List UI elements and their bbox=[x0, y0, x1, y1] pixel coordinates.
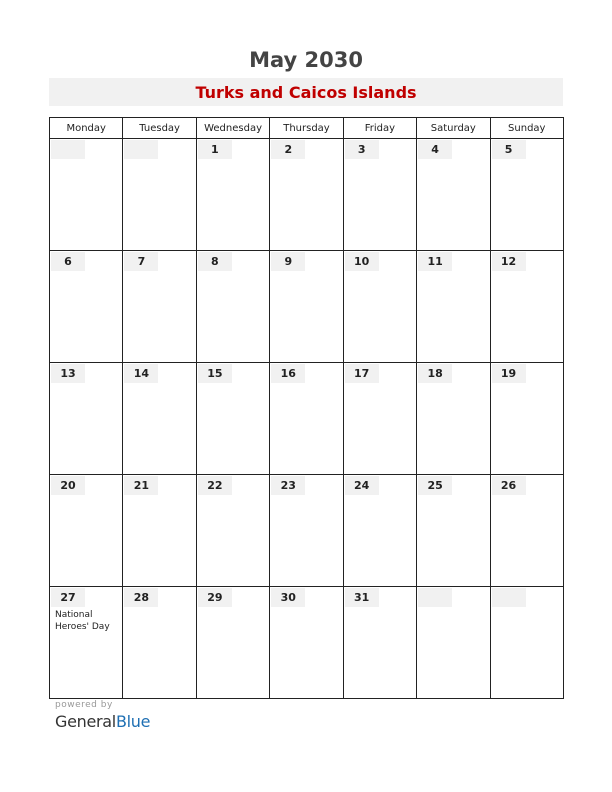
day-number: 20 bbox=[51, 476, 85, 495]
weekday-header: Saturday bbox=[417, 118, 490, 139]
day-number: 10 bbox=[345, 252, 379, 271]
week-row bbox=[50, 251, 564, 363]
footer bbox=[55, 700, 150, 731]
day-number: 22 bbox=[198, 476, 232, 495]
day-cell bbox=[417, 363, 490, 475]
day-cell bbox=[417, 251, 490, 363]
day-number: 5 bbox=[492, 140, 526, 159]
page-title: May 2030 bbox=[249, 48, 363, 72]
day-cell bbox=[270, 251, 343, 363]
day-number: 3 bbox=[345, 140, 379, 159]
weekday-header: Tuesday bbox=[123, 118, 196, 139]
day-cell bbox=[490, 363, 563, 475]
day-number: 24 bbox=[345, 476, 379, 495]
day-number: 25 bbox=[418, 476, 452, 495]
day-number bbox=[51, 140, 85, 159]
day-cell bbox=[270, 475, 343, 587]
day-cell bbox=[490, 475, 563, 587]
week-row bbox=[50, 139, 564, 251]
day-number: 27 bbox=[51, 588, 85, 607]
day-number: 16 bbox=[271, 364, 305, 383]
day-cell bbox=[270, 363, 343, 475]
day-cell bbox=[196, 475, 269, 587]
day-cell bbox=[270, 587, 343, 699]
day-number: 13 bbox=[51, 364, 85, 383]
weekday-header: Wednesday bbox=[196, 118, 269, 139]
day-cell bbox=[196, 587, 269, 699]
day-cell bbox=[270, 139, 343, 251]
day-number: 28 bbox=[124, 588, 158, 607]
day-number: 1 bbox=[198, 140, 232, 159]
weekday-header-row bbox=[50, 118, 564, 139]
week-row bbox=[50, 363, 564, 475]
day-number: 14 bbox=[124, 364, 158, 383]
day-cell bbox=[343, 139, 416, 251]
week-row bbox=[50, 475, 564, 587]
day-cell bbox=[417, 587, 490, 699]
day-number bbox=[492, 588, 526, 607]
day-cell bbox=[343, 251, 416, 363]
calendar-grid bbox=[49, 117, 564, 699]
country-name: Turks and Caicos Islands bbox=[195, 83, 417, 102]
weekday-header: Friday bbox=[343, 118, 416, 139]
day-cell bbox=[50, 139, 123, 251]
day-cell bbox=[123, 363, 196, 475]
day-number: 9 bbox=[271, 252, 305, 271]
day-cell bbox=[196, 251, 269, 363]
day-number: 8 bbox=[198, 252, 232, 271]
brand-name-part1: General bbox=[55, 712, 116, 731]
weekday-header: Sunday bbox=[490, 118, 563, 139]
weekday-header: Monday bbox=[50, 118, 123, 139]
day-cell bbox=[196, 139, 269, 251]
day-number: 2 bbox=[271, 140, 305, 159]
powered-by-text: powered by bbox=[55, 700, 113, 710]
day-cell bbox=[50, 363, 123, 475]
country-banner bbox=[49, 78, 563, 106]
day-number: 30 bbox=[271, 588, 305, 607]
day-cell bbox=[50, 251, 123, 363]
day-number: 26 bbox=[492, 476, 526, 495]
day-number: 31 bbox=[345, 588, 379, 607]
day-number: 23 bbox=[271, 476, 305, 495]
day-cell bbox=[123, 587, 196, 699]
day-number: 17 bbox=[345, 364, 379, 383]
day-cell bbox=[417, 139, 490, 251]
day-number: 4 bbox=[418, 140, 452, 159]
day-number: 6 bbox=[51, 252, 85, 271]
day-cell bbox=[196, 363, 269, 475]
day-cell bbox=[50, 475, 123, 587]
day-cell bbox=[123, 139, 196, 251]
day-number: 29 bbox=[198, 588, 232, 607]
day-number: 18 bbox=[418, 364, 452, 383]
day-cell bbox=[343, 363, 416, 475]
day-number: 12 bbox=[492, 252, 526, 271]
day-number: 21 bbox=[124, 476, 158, 495]
day-cell bbox=[50, 587, 123, 699]
day-cell bbox=[123, 475, 196, 587]
day-number: 15 bbox=[198, 364, 232, 383]
day-cell bbox=[490, 587, 563, 699]
day-number: 19 bbox=[492, 364, 526, 383]
brand-name-part2: Blue bbox=[115, 712, 151, 731]
brand-logo[interactable] bbox=[55, 712, 150, 731]
day-number: 7 bbox=[124, 252, 158, 271]
day-cell bbox=[490, 139, 563, 251]
day-cell bbox=[417, 475, 490, 587]
day-number bbox=[124, 140, 158, 159]
holiday-label: National Heroes' Day bbox=[55, 610, 110, 632]
day-cell bbox=[123, 251, 196, 363]
day-number bbox=[418, 588, 452, 607]
day-cell bbox=[343, 475, 416, 587]
day-number: 11 bbox=[418, 252, 452, 271]
day-cell bbox=[343, 587, 416, 699]
week-row bbox=[50, 587, 564, 699]
day-cell bbox=[490, 251, 563, 363]
weekday-header: Thursday bbox=[270, 118, 343, 139]
